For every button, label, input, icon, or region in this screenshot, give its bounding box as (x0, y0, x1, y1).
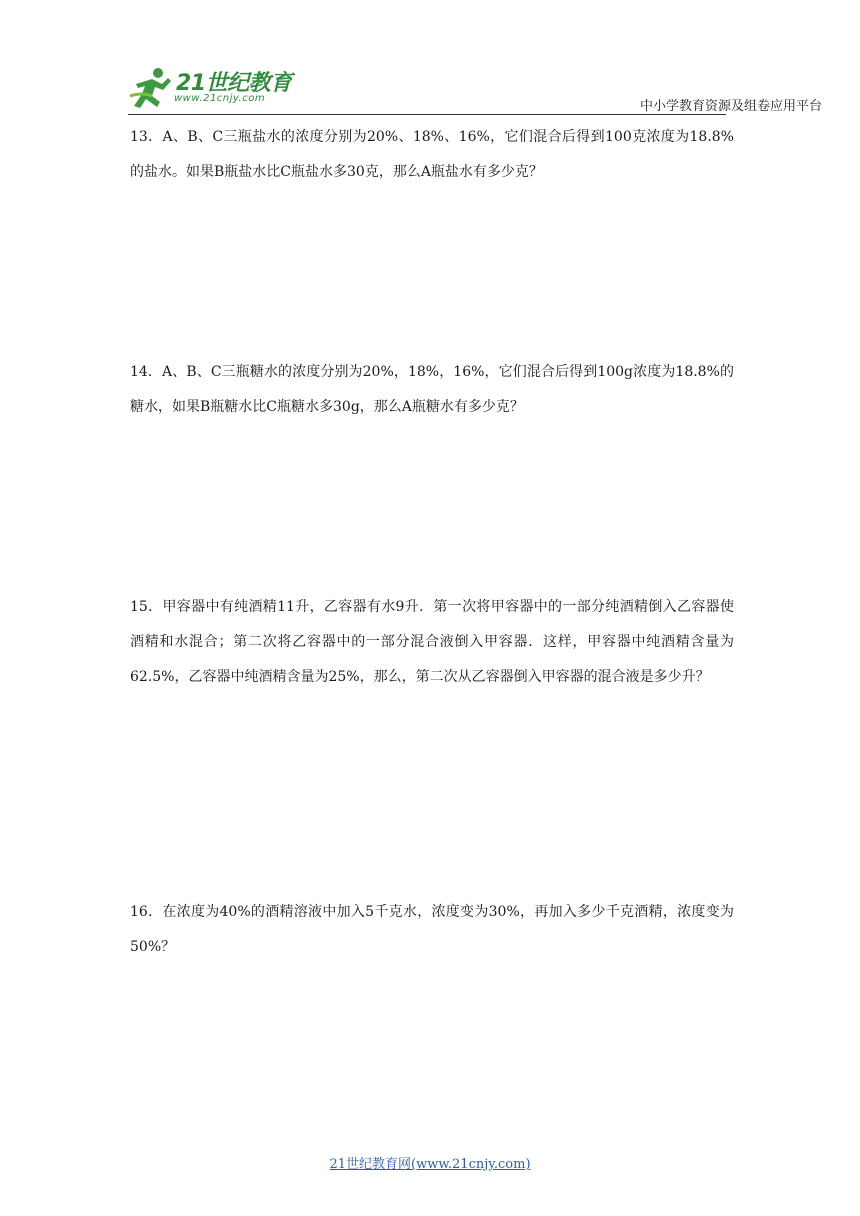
question-16: 16．在浓度为40%的酒精溶液中加入5千克水，浓度变为30%，再加入多少千克酒精，浓度变为50%？ (130, 904, 734, 955)
header-divider (128, 114, 726, 115)
page-footer (0, 1153, 860, 1172)
footer-link[interactable]: 21世纪教育网(www.21cnjy.com) (329, 1157, 531, 1172)
logo (128, 66, 303, 112)
platform-name: 中小学教育资源及组卷应用平台 (639, 99, 822, 114)
question-14: 14．A、B、C三瓶糖水的浓度分别为20%，18%，16%，它们混合后得到100g浓度为18.8%的糖水，如果B瓶糖水比C瓶糖水多30g，那么A瓶糖水有多少克？ (130, 364, 734, 415)
logo-url: www.21cnjy.com (174, 93, 266, 104)
question-13: 13．A、B、C三瓶盐水的浓度分别为20%、18%、16%，它们混合后得到100克浓度为18.8%的盐水。如果B瓶盐水比C瓶盐水多30克，那么A瓶盐水有多少克？ (130, 129, 734, 180)
question-15: 15．甲容器中有纯酒精11升，乙容器有水9升．第一次将甲容器中的一部分纯酒精倒入乙容器使酒精和水混合；第二次将乙容器中的一部分混合液倒入甲容器．这样，甲容器中纯酒精含量为62.5%，乙容器中纯酒精含量为25%，那么，第二次从乙容器倒入甲容器的混合液是多少升？ (130, 599, 734, 685)
page-header (0, 0, 860, 120)
logo-name: 21世纪教育 (176, 71, 292, 96)
runner-icon (128, 66, 174, 110)
